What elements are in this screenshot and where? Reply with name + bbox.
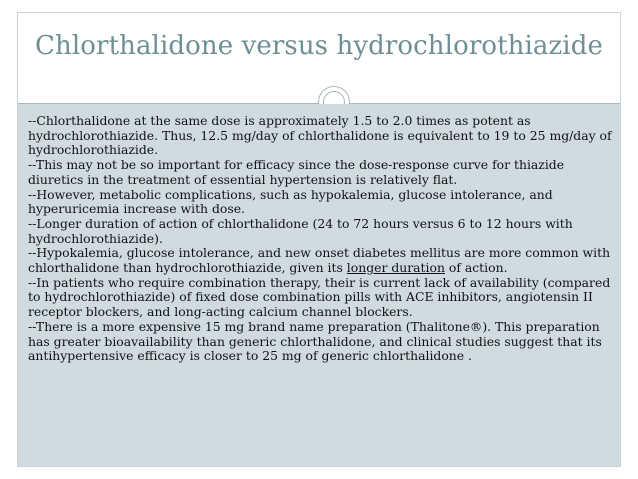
paragraph-metabolic: --However, metabolic complications, such as hypokalemia, glucose intolerance, and hyperuricemia increase with dose. xyxy=(28,186,553,217)
slide-title: Chlorthalidone versus hydrochlorothiazide xyxy=(35,31,603,61)
paragraph-potency: --Chlorthalidone at the same dose is approximately 1.5 to 2.0 times as potent as hydrochlorothiazide. Thus, 12.5 mg/day of chlorthalidone is equivalent to 19 to 25 mg/day of hydrochlorothiazide. xyxy=(28,113,612,158)
content-panel xyxy=(18,104,620,466)
slide-frame xyxy=(17,12,621,467)
paragraph-hypokalemia xyxy=(28,246,613,275)
hypokalemia-text-before: --Hypokalemia, glucose intolerance, and new onset diabetes mellitus are more common with chlorthalidone than hydrochlorothiazide, given its xyxy=(28,245,611,276)
paragraph-dose-response: --This may not be so important for efficacy since the dose-response curve for thiazide diuretics in the treatment of essential hypertension is relatively flat. xyxy=(28,157,565,187)
body-text xyxy=(28,114,613,364)
longer-duration-link[interactable]: longer duration xyxy=(346,260,445,276)
paragraph-duration: --Longer duration of action of chlorthalidone (24 to 72 hours versus 6 to 12 hours with hydrochlorothiazide). xyxy=(28,215,573,246)
paragraph-combination: --In patients who require combination therapy, their is current lack of availability (compared to hydrochlorothiazide) of fixed dose combination pills with ACE inhibitors, angiotensin II receptor blockers, and long-acting calcium channel blockers. xyxy=(28,274,611,320)
paragraph-thalitone: --There is a more expensive 15 mg brand name preparation (Thalitone®). This preparation has greater bioavailability than generic chlorthalidone, and clinical studies suggest that its antihypertensive efficacy is closer to 25 mg of generic chlorthalidone . xyxy=(28,318,602,364)
hypokalemia-text-after: of action. xyxy=(444,260,508,276)
